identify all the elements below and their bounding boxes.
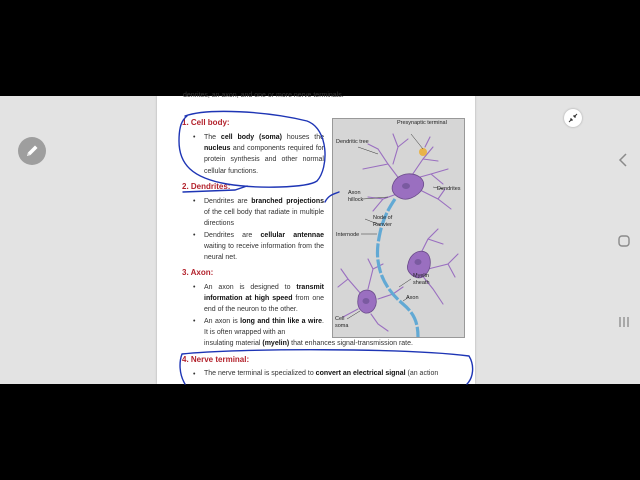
chevron-left-icon bbox=[616, 152, 632, 168]
dendrites-text-2: Dendrites are cellular antennae waiting to receive information from the neural net. bbox=[204, 232, 324, 262]
nerve-terminal-text: The nerve terminal is specialized to convert an electrical signal (an action bbox=[204, 370, 439, 377]
section-title-nerve-terminal: 4. Nerve terminal: bbox=[182, 355, 250, 364]
home-button[interactable] bbox=[616, 233, 632, 249]
axon-text-2: An axon is long and thin like a wire. It is often wrapped with an bbox=[204, 318, 324, 337]
section-title-dendrites: 2. Dendrites: bbox=[182, 182, 231, 191]
document-page bbox=[157, 92, 475, 384]
collapse-arrows-icon bbox=[564, 109, 582, 127]
cell-body-text: The cell body (soma) houses the nucleus and components required for protein synthesis and other normal cellular functions. bbox=[204, 134, 324, 175]
collapse-button[interactable] bbox=[564, 109, 582, 127]
axon-text-continuation: insulating material (myelin) that enhances signal-transmission rate. bbox=[204, 340, 413, 347]
label-axon-hillock: Axon hillock bbox=[348, 190, 364, 203]
section-title-axon: 3. Axon: bbox=[182, 268, 214, 277]
three-bars-icon bbox=[616, 314, 632, 330]
presynaptic-terminal-highlight bbox=[419, 148, 427, 156]
bullet-dot: • bbox=[193, 232, 196, 239]
recents-button[interactable] bbox=[616, 314, 632, 330]
page-top-line: denrites, an axon, and one or more nerve terminals. bbox=[183, 92, 344, 99]
label-node-of-ranvier: Node of Ranvier bbox=[373, 215, 393, 228]
label-dendrites: Dendrites bbox=[437, 186, 461, 192]
bullet-dot: • bbox=[193, 318, 196, 325]
section-title-cell-body: 1. Cell body: bbox=[182, 118, 230, 127]
dendrites-text-1: Dendrites are branched projections of the cell body that radiate in multiple directions bbox=[204, 198, 324, 228]
back-button[interactable] bbox=[616, 152, 632, 168]
bullet-dot: • bbox=[193, 284, 196, 291]
neuron-figure bbox=[332, 118, 465, 338]
label-dendritic-tree: Dendritic tree bbox=[336, 139, 369, 145]
label-axon: Axon bbox=[406, 295, 419, 301]
neuron-illustration bbox=[333, 119, 464, 337]
pencil-icon bbox=[18, 137, 46, 165]
label-myelin-sheath: Myelin sheath bbox=[413, 273, 430, 286]
label-presynaptic-terminal: Presynaptic terminal bbox=[397, 120, 447, 126]
edit-button[interactable] bbox=[18, 137, 46, 165]
rounded-square-icon bbox=[616, 233, 632, 249]
label-internode: Internode bbox=[336, 232, 360, 238]
label-cell-soma: Cell soma bbox=[335, 316, 349, 329]
document-viewer[interactable] bbox=[0, 92, 640, 384]
bullet-dot: • bbox=[193, 371, 196, 378]
axon-text-1: An axon is designed to transmit information at high speed from one end of the neuron to the other. bbox=[204, 284, 324, 314]
bullet-dot: • bbox=[193, 134, 196, 141]
bullet-dot: • bbox=[193, 198, 196, 205]
